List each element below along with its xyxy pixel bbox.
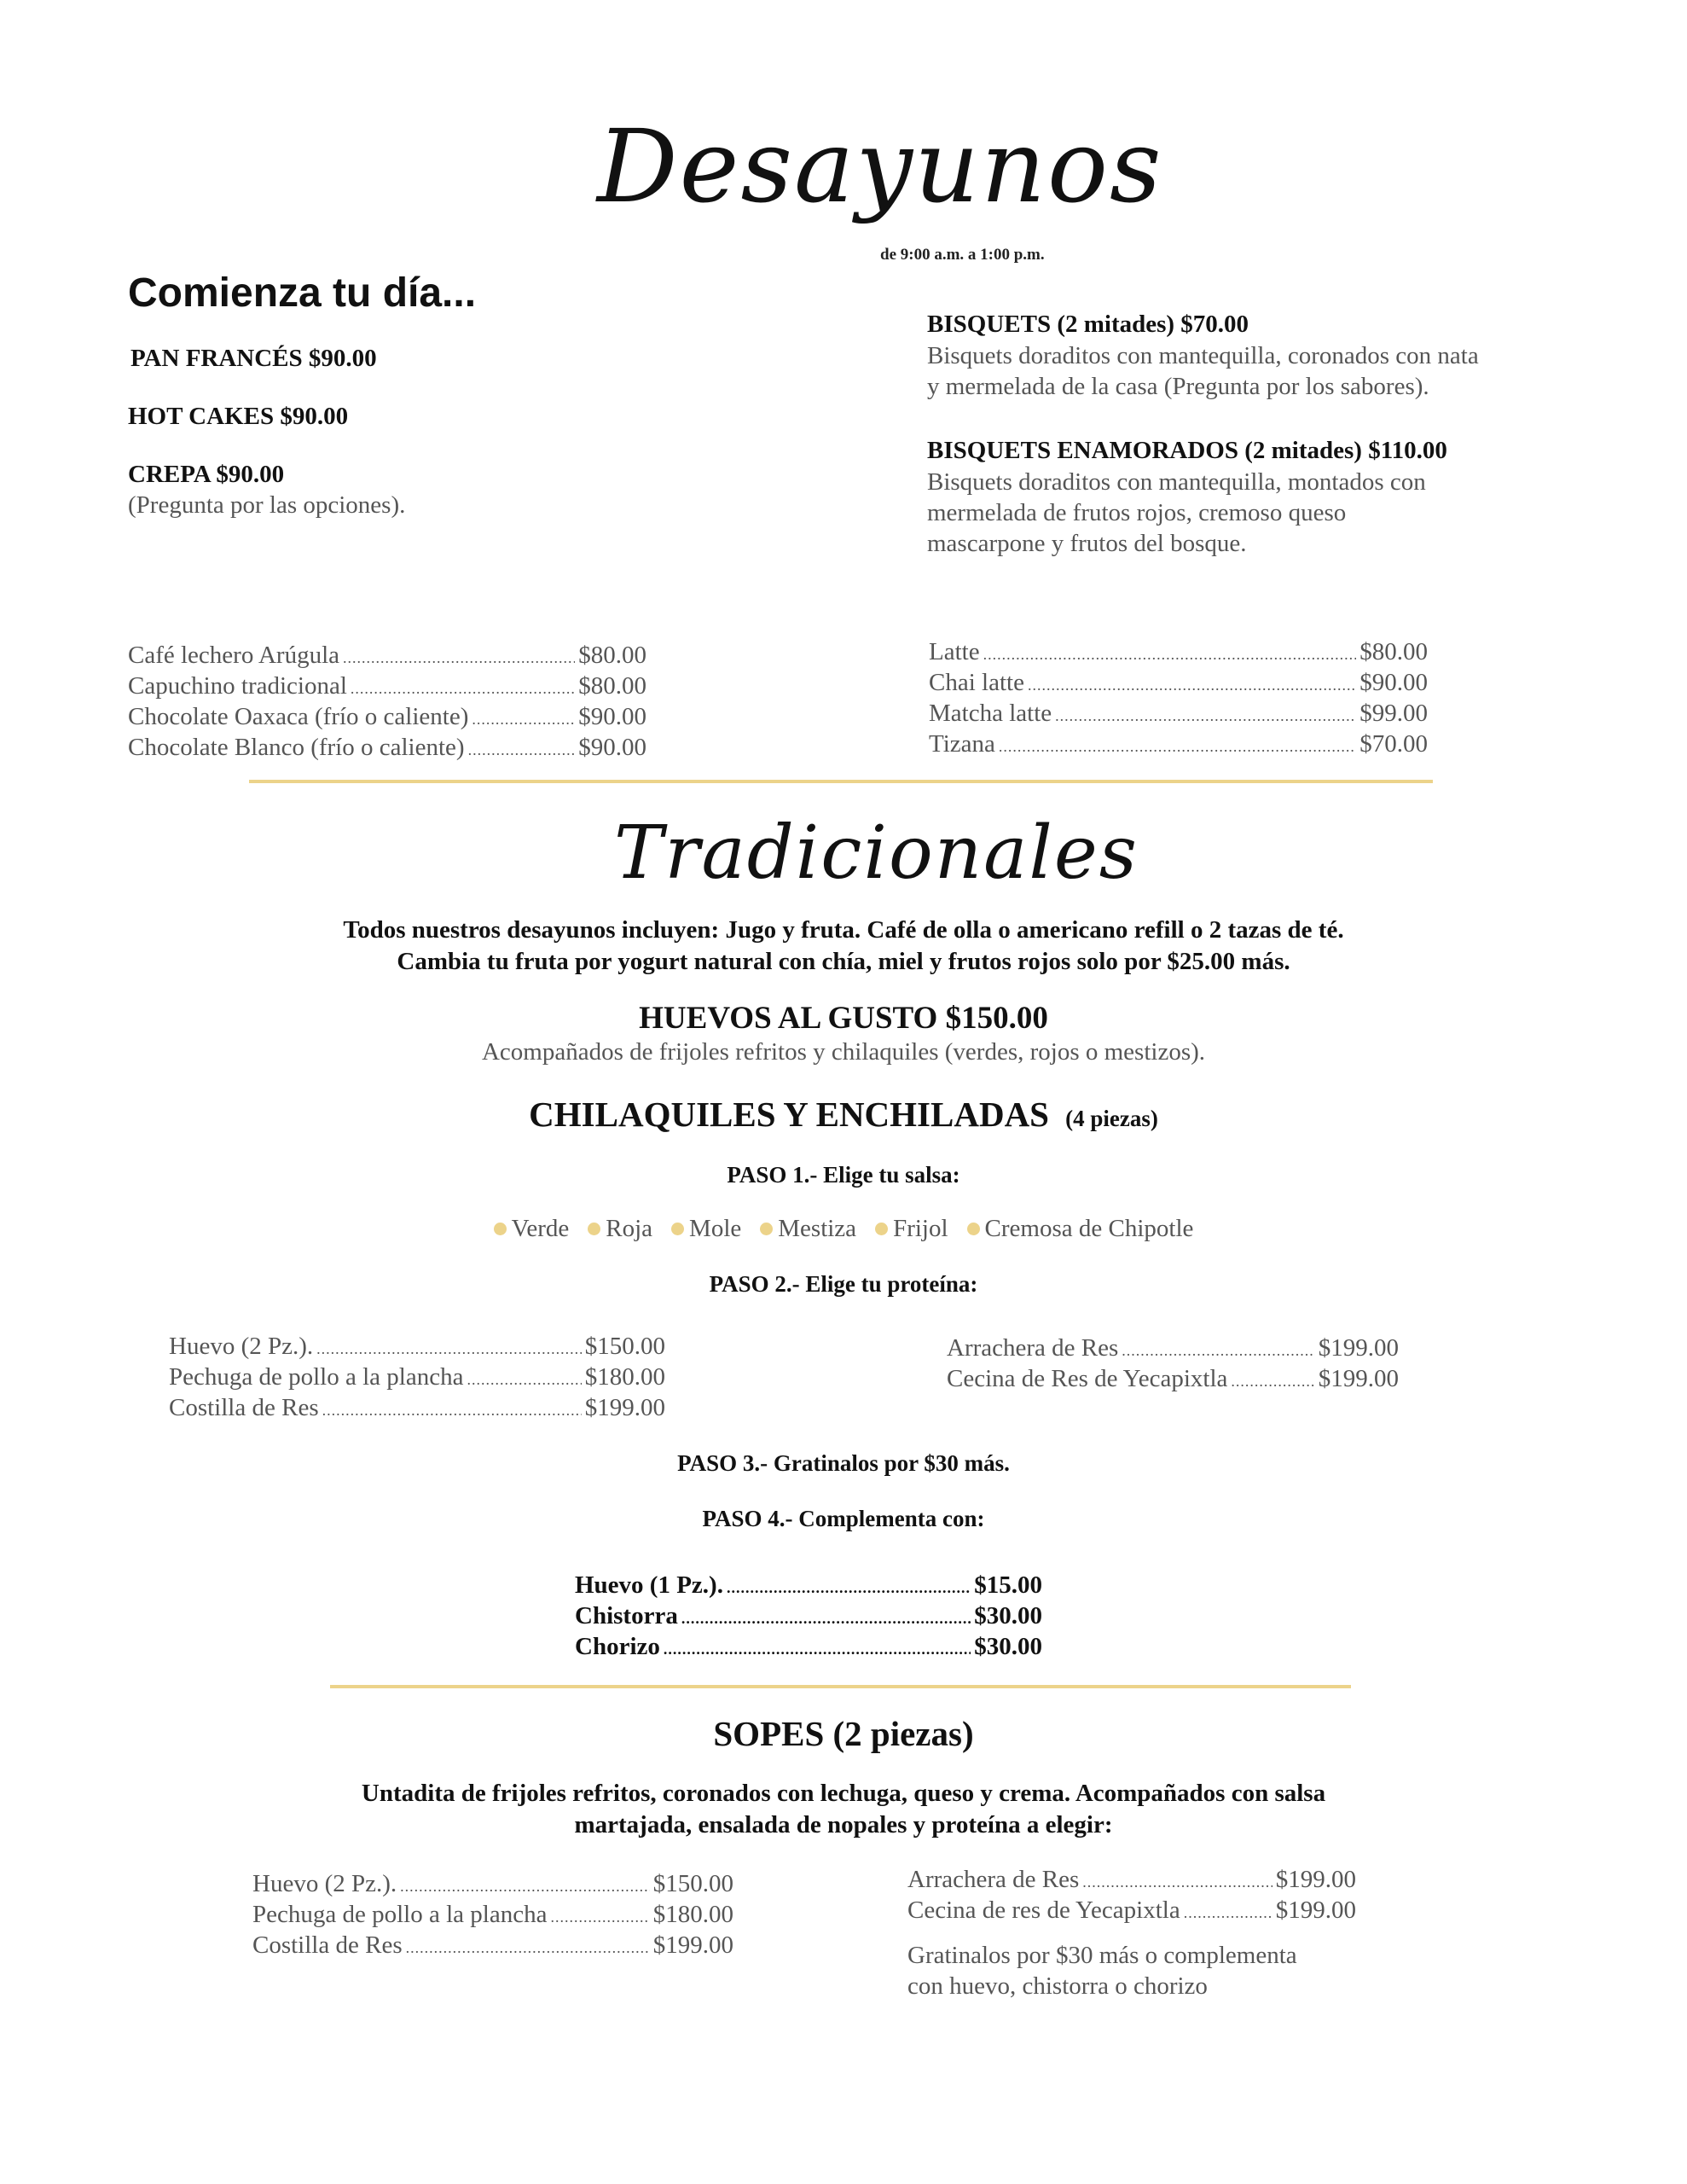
protein-label: Cecina de Res de Yecapixtla <box>947 1365 1228 1392</box>
drink-price: $90.00 <box>578 734 646 761</box>
divider <box>330 1685 1351 1688</box>
drink-label: Matcha latte <box>929 700 1052 727</box>
sopes-row <box>907 1895 1356 1926</box>
drink-row <box>128 671 646 701</box>
extra-price: $30.00 <box>974 1633 1042 1660</box>
sopes-row <box>252 1899 733 1930</box>
protein-label: Costilla de Res <box>169 1394 319 1421</box>
sopes-price: $150.00 <box>652 1870 733 1897</box>
bisquets-desc-1: Bisquets doraditos con mantequilla, coronados con nata <box>927 342 1479 369</box>
sopes-price: $180.00 <box>652 1901 733 1928</box>
protein-price: $150.00 <box>584 1333 665 1360</box>
drink-label: Café lechero Arúgula <box>128 642 340 669</box>
tradicionales-title: Tradicionales <box>614 810 1139 896</box>
extra-label: Huevo (1 Pz.). <box>575 1571 723 1599</box>
divider <box>249 780 1433 783</box>
pan-frances-item: PAN FRANCÉS $90.00 <box>130 345 377 372</box>
sopes-row <box>252 1930 733 1960</box>
extra-label: Chorizo <box>575 1633 660 1660</box>
drink-row <box>929 636 1428 667</box>
drink-row <box>929 667 1428 698</box>
bisquets-enamorados-item: BISQUETS ENAMORADOS (2 mitades) $110.00 <box>927 437 1447 464</box>
drink-row <box>929 729 1428 759</box>
hot-cakes-item: HOT CAKES $90.00 <box>128 403 349 430</box>
chilaquiles-heading <box>0 1094 1687 1135</box>
bullet-icon <box>671 1223 684 1235</box>
extra-price: $30.00 <box>974 1602 1042 1629</box>
sopes-label: Pechuga de pollo a la plancha <box>252 1901 548 1928</box>
paso4-text: PASO 4.- Complementa con: <box>702 1506 985 1531</box>
sopes-title: SOPES (2 piezas) <box>713 1714 974 1753</box>
drink-label: Tizana <box>929 730 995 758</box>
sopes-desc-1: Untadita de frijoles refritos, coronados con lechuga, queso y crema. Acompañados con salsa <box>361 1780 1326 1807</box>
protein-row <box>169 1362 665 1392</box>
crepa-desc: (Pregunta por las opciones). <box>128 491 406 519</box>
sopes-price: $199.00 <box>1275 1896 1356 1924</box>
drink-label: Capuchino tradicional <box>128 672 347 700</box>
protein-row <box>169 1392 665 1423</box>
drink-price: $70.00 <box>1359 730 1428 758</box>
salsa-option: Roja <box>588 1215 652 1243</box>
protein-label: Arrachera de Res <box>947 1334 1119 1362</box>
extra-row <box>575 1570 1042 1600</box>
bisquets-enamorados-desc-1: Bisquets doraditos con mantequilla, montados con <box>927 468 1426 496</box>
crepa-item: CREPA $90.00 <box>128 461 285 488</box>
protein-price: $199.00 <box>1318 1334 1399 1362</box>
extra-price: $15.00 <box>974 1571 1042 1599</box>
sopes-label: Costilla de Res <box>252 1931 403 1959</box>
salsa-option: Frijol <box>875 1215 948 1243</box>
salsa-option: Mestiza <box>760 1215 856 1243</box>
protein-price: $180.00 <box>584 1363 665 1391</box>
sopes-label: Arrachera de Res <box>907 1866 1080 1893</box>
sopes-desc-2: martajada, ensalada de nopales y proteína a elegir: <box>574 1811 1113 1838</box>
drink-price: $90.00 <box>578 703 646 730</box>
bullet-icon <box>967 1223 980 1235</box>
bisquets-enamorados-desc-3: mascarpone y frutos del bosque. <box>927 530 1247 557</box>
bullet-icon <box>588 1223 600 1235</box>
includes-note: Todos nuestros desayunos incluyen: Jugo y fruta. Café de olla o americano refill o 2 tazas de té. <box>343 916 1344 944</box>
protein-price: $199.00 <box>584 1394 665 1421</box>
sopes-price: $199.00 <box>652 1931 733 1959</box>
drink-row <box>128 701 646 732</box>
salsa-option: Verde <box>494 1215 570 1243</box>
drink-label: Chocolate Oaxaca (frío o caliente) <box>128 703 469 730</box>
protein-row <box>947 1333 1399 1363</box>
bisquets-desc-2: y mermelada de la casa (Pregunta por los sabores). <box>927 373 1429 400</box>
drink-row <box>128 732 646 763</box>
yogurt-note: Cambia tu fruta por yogurt natural con chía, miel y frutos rojos solo por $25.00 más. <box>397 948 1290 975</box>
drink-price: $90.00 <box>1359 669 1428 696</box>
huevos-desc: Acompañados de frijoles refritos y chilaquiles (verdes, rojos o mestizos). <box>481 1038 1206 1066</box>
salsa-options <box>0 1215 1687 1243</box>
salsa-option: Mole <box>671 1215 741 1243</box>
protein-label: Pechuga de pollo a la plancha <box>169 1363 464 1391</box>
paso1-text: PASO 1.- Elige tu salsa: <box>727 1162 960 1188</box>
bullet-icon <box>760 1223 773 1235</box>
extra-row <box>575 1631 1042 1662</box>
paso2-text: PASO 2.- Elige tu proteína: <box>709 1271 978 1297</box>
drink-row <box>128 640 646 671</box>
protein-row <box>169 1331 665 1362</box>
sopes-label: Huevo (2 Pz.). <box>252 1870 397 1897</box>
bullet-icon <box>875 1223 888 1235</box>
paso3-text: PASO 3.- Gratinalos por $30 más. <box>677 1450 1010 1476</box>
drink-price: $80.00 <box>578 672 646 700</box>
comienza-heading: Comienza tu día... <box>128 270 477 316</box>
drink-label: Chai latte <box>929 669 1024 696</box>
bisquets-item: BISQUETS (2 mitades) $70.00 <box>927 311 1249 338</box>
salsa-option: Cremosa de Chipotle <box>967 1215 1194 1243</box>
menu-title: Desayunos <box>597 107 1163 225</box>
protein-label: Huevo (2 Pz.). <box>169 1333 314 1360</box>
protein-row <box>947 1363 1399 1394</box>
chilaquiles-qty: (4 piezas) <box>1065 1106 1158 1131</box>
sopes-note-1: Gratinalos por $30 más o complementa <box>907 1942 1297 1969</box>
sopes-label: Cecina de res de Yecapixtla <box>907 1896 1180 1924</box>
bullet-icon <box>494 1223 507 1235</box>
sopes-row <box>907 1864 1356 1895</box>
drink-price: $80.00 <box>578 642 646 669</box>
bisquets-enamorados-desc-2: mermelada de frutos rojos, cremoso queso <box>927 499 1347 526</box>
drink-price: $80.00 <box>1359 638 1428 665</box>
hours-text: de 9:00 a.m. a 1:00 p.m. <box>880 246 1045 264</box>
protein-price: $199.00 <box>1318 1365 1399 1392</box>
huevos-title: HUEVOS AL GUSTO $150.00 <box>639 1001 1048 1036</box>
drink-label: Latte <box>929 638 980 665</box>
chilaquiles-title: CHILAQUILES Y ENCHILADAS <box>529 1095 1049 1134</box>
drink-price: $99.00 <box>1359 700 1428 727</box>
sopes-row <box>252 1868 733 1899</box>
extra-row <box>575 1600 1042 1631</box>
drink-row <box>929 698 1428 729</box>
extra-label: Chistorra <box>575 1602 678 1629</box>
drink-label: Chocolate Blanco (frío o caliente) <box>128 734 465 761</box>
sopes-price: $199.00 <box>1275 1866 1356 1893</box>
sopes-note-2: con huevo, chistorra o chorizo <box>907 1972 1208 2000</box>
